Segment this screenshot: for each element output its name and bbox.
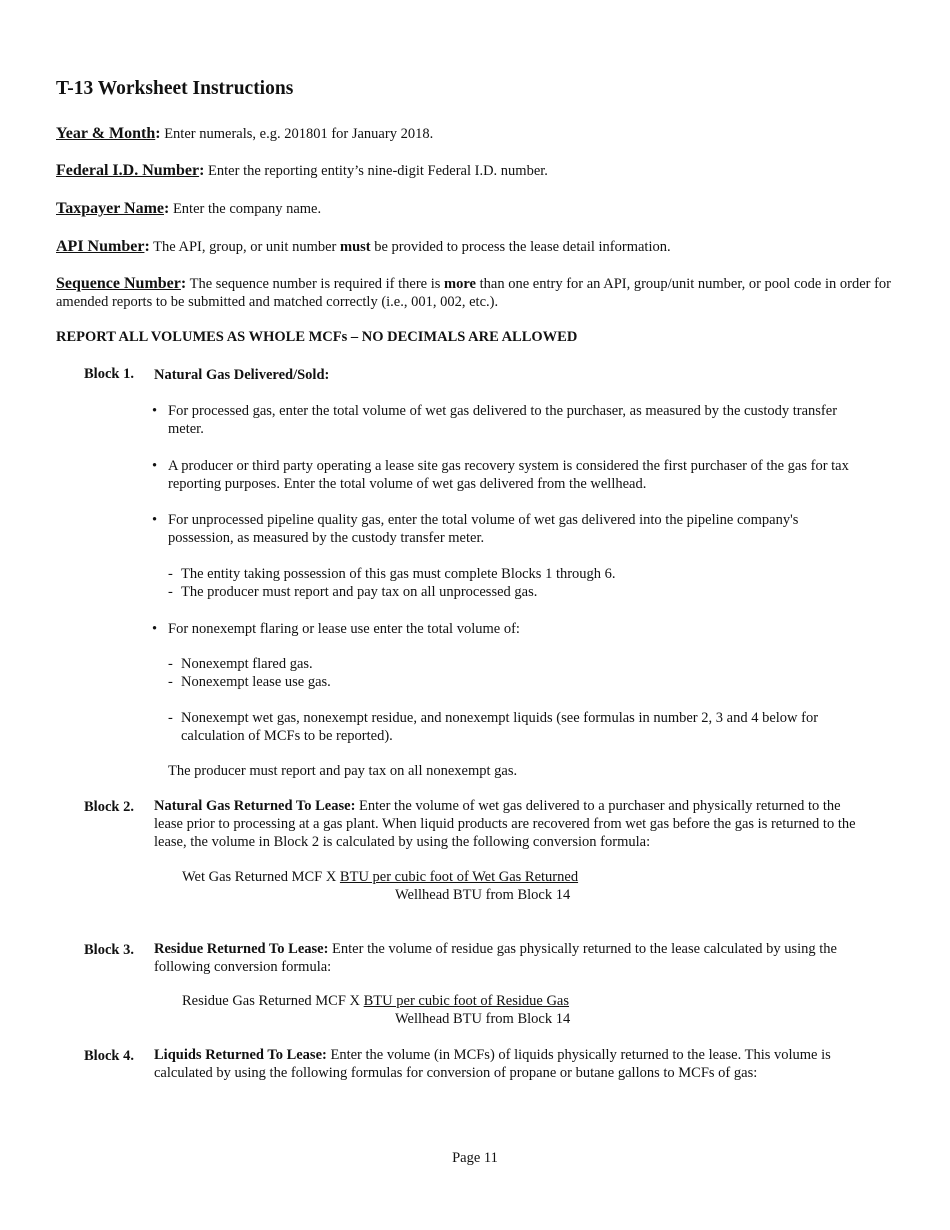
block2-text: Natural Gas Returned To Lease: Enter the volume of wet gas delivered to a purchaser and physically returned to the lease prior to processing at a gas plant. When liquid products are recovered from wet gas before the gas is returned to the lease, the volume in Block 2 is calculated by using the following conversion formula: xyxy=(154,798,856,850)
formula-numerator: BTU per cubic foot of Residue Gas xyxy=(363,993,570,1009)
list-item: • A producer or third party operating a lease site gas recovery system is considered the first purchaser of the gas for tax reporting purposes. Enter the total volume of wet gas delivered from the wellhead. xyxy=(152,458,849,492)
field-text: Enter the company name. xyxy=(169,201,322,217)
bullet-icon: • xyxy=(152,403,158,419)
block3-formula: Residue Gas Returned MCF X BTU per cubic foot of Residue Gas xyxy=(182,993,570,1009)
block3-label: Block 3. xyxy=(84,942,134,958)
field-label: Sequence Number xyxy=(56,275,181,292)
field-text: Enter numerals, e.g. 201801 for January 2018. xyxy=(160,126,434,142)
bullet-icon: • xyxy=(152,458,158,474)
block4-text: Liquids Returned To Lease: Enter the volume (in MCFs) of liquids physically returned to the lease. This volume is calculated by using the following formulas for conversion of propane or butane gallons to MCFs of gas: xyxy=(154,1047,831,1081)
field-label: Year & Month xyxy=(56,125,156,142)
list-item: - Nonexempt lease use gas. xyxy=(168,674,331,690)
field-taxpayer-name: Taxpayer Name: Enter the company name. xyxy=(56,200,322,217)
list-item: • For unprocessed pipeline quality gas, enter the total volume of wet gas delivered into the pipeline company's possession, as measured by the custody transfer meter. xyxy=(152,512,799,546)
field-api-number: API Number: The API, group, or unit number must be provided to process the lease detail information. xyxy=(56,238,671,255)
bullet-icon: • xyxy=(152,621,158,637)
field-text: Enter the reporting entity’s nine-digit Federal I.D. number. xyxy=(204,163,548,179)
block1-heading: Natural Gas Delivered/Sold: xyxy=(154,367,330,383)
field-federal-id: Federal I.D. Number: Enter the reporting entity’s nine-digit Federal I.D. number. xyxy=(56,162,548,179)
list-item: - Nonexempt wet gas, nonexempt residue, and nonexempt liquids (see formulas in number 2, 3 and 4 below for calculation of MCFs to be reported). xyxy=(168,710,819,744)
volumes-notice: REPORT ALL VOLUMES AS WHOLE MCFs – NO DECIMALS ARE ALLOWED xyxy=(56,329,578,345)
bullet-icon: • xyxy=(152,512,158,528)
list-item: • For nonexempt flaring or lease use enter the total volume of: xyxy=(152,621,520,637)
formula-numerator: BTU per cubic foot of Wet Gas Returned xyxy=(339,869,579,885)
block1-label: Block 1. xyxy=(84,366,134,382)
list-item: • For processed gas, enter the total volume of wet gas delivered to the purchaser, as measured by the custody transfer meter. xyxy=(152,403,838,437)
list-item: - Nonexempt flared gas. xyxy=(168,656,313,672)
block2-label: Block 2. xyxy=(84,799,134,815)
block4-label: Block 4. xyxy=(84,1048,134,1064)
list-item: - The producer must report and pay tax on all unprocessed gas. xyxy=(168,584,538,600)
block4-heading: Liquids Returned To Lease: xyxy=(154,1047,327,1063)
block2-formula: Wet Gas Returned MCF X BTU per cubic foot of Wet Gas Returned xyxy=(182,869,579,885)
block3-text: Residue Returned To Lease: Enter the volume of residue gas physically returned to the lease calculated by using the following conversion formula: xyxy=(154,941,837,975)
formula-denominator: Wellhead BTU from Block 14 xyxy=(395,1011,571,1027)
block3-heading: Residue Returned To Lease: xyxy=(154,941,329,957)
field-label: Taxpayer Name xyxy=(56,200,164,217)
field-year-month: Year & Month: Enter numerals, e.g. 201801 for January 2018. xyxy=(56,125,434,142)
list-item: - The entity taking possession of this gas must complete Blocks 1 through 6. xyxy=(168,566,616,582)
page-title: T-13 Worksheet Instructions xyxy=(56,78,294,99)
field-label: Federal I.D. Number xyxy=(56,162,200,179)
page-number: Page 11 xyxy=(452,1150,498,1166)
block1-closing: The producer must report and pay tax on all nonexempt gas. xyxy=(168,763,518,779)
block2-heading: Natural Gas Returned To Lease: xyxy=(154,798,356,814)
formula-denominator: Wellhead BTU from Block 14 xyxy=(395,887,571,903)
field-label: API Number xyxy=(56,238,145,255)
field-sequence-number: Sequence Number: The sequence number is required if there is more than one entry for an API, group/unit number, or pool code in order for amended reports to be submitted and matched correctly (i.e., 001, 002, etc.). xyxy=(56,275,891,310)
